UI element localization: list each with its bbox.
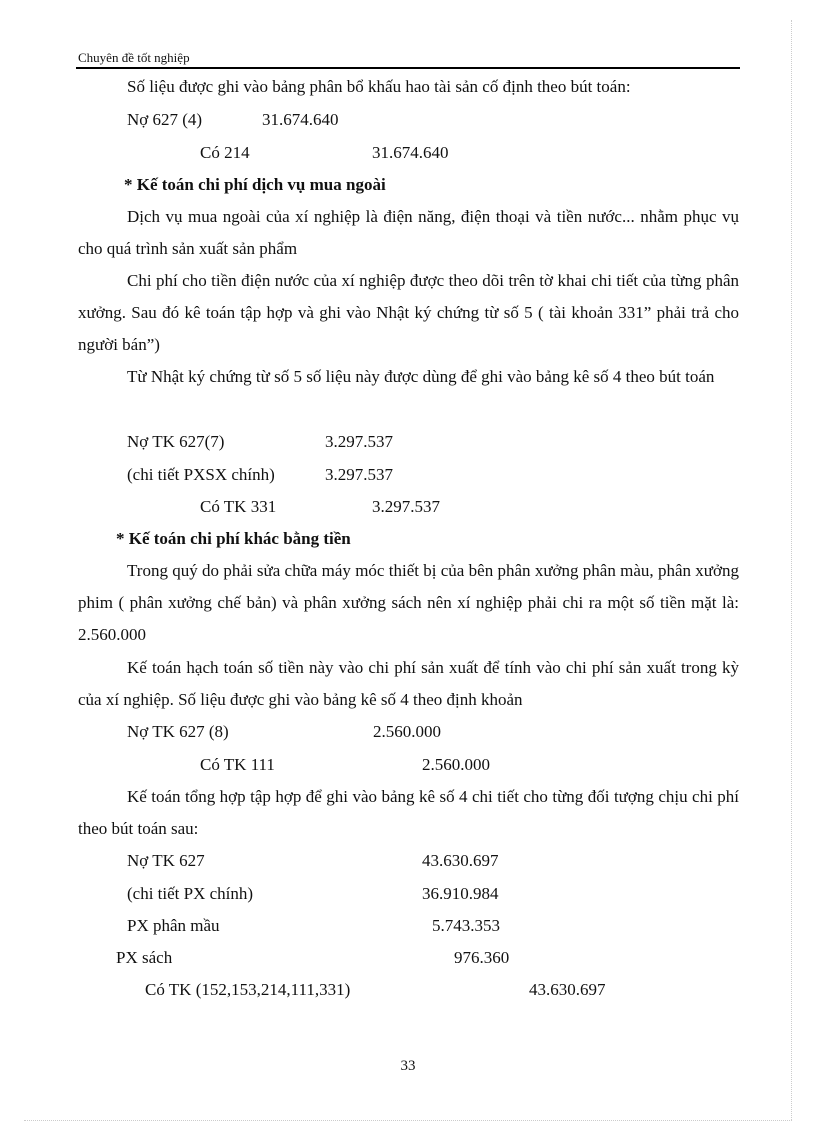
entry-label: Có TK (152,153,214,111,331) <box>145 980 351 999</box>
entry-amount: 3.297.537 <box>325 465 393 484</box>
paragraph-accounting <box>78 652 739 716</box>
paragraph-text: Kế toán tổng hợp tập hợp để ghi vào bảng kê số 4 chi tiết cho từng đối tượng chịu chi phí theo bút toán sau: <box>78 787 739 838</box>
paragraph-journal-5 <box>78 361 739 393</box>
paragraph-text: Dịch vụ mua ngoài của xí nghiệp là điện năng, điện thoại và tiền nước... nhằm phục vụ cho quá trình sản xuất sản phẩm <box>78 207 739 258</box>
paragraph-summary <box>78 781 739 845</box>
paragraph-repairs <box>78 555 739 651</box>
entry-label: Nợ TK 627(7) <box>127 432 225 451</box>
paragraph-text: Trong quý do phải sửa chữa máy móc thiết bị của bên phân xưởng phân màu, phân xưởng phim ( phân xưởng chế bản) và phân xưởng sách nên xí nghiệp phải chi ra một số tiền mặt là: 2.560.000 <box>78 561 739 644</box>
entry-label: Nợ TK 627 (8) <box>127 722 229 741</box>
entry-label: Có 214 <box>200 143 250 162</box>
entry-amount: 976.360 <box>454 948 510 967</box>
entry-label: Có TK 111 <box>200 755 275 774</box>
entry-label: Nợ TK 627 <box>127 851 205 870</box>
entry-label: Nợ 627 (4) <box>127 110 203 129</box>
entry-amount: 2.560.000 <box>373 722 441 741</box>
page-border-bottom <box>24 1120 792 1121</box>
entry-label: PX phân mầu <box>127 916 220 935</box>
entry-debit-627-8 <box>127 722 441 742</box>
page-border-right <box>791 20 792 1120</box>
entry-credit-331 <box>200 497 440 517</box>
paragraph-utility-costs <box>78 265 739 361</box>
entry-label: (chi tiết PXSX chính) <box>127 465 275 484</box>
entry-amount: 3.297.537 <box>325 432 393 451</box>
entry-credit-multiple <box>145 980 606 1000</box>
entry-detail-pxsx <box>127 465 393 485</box>
entry-amount: 5.743.353 <box>432 916 500 935</box>
entry-credit-111 <box>200 755 490 775</box>
entry-amount: 43.630.697 <box>529 980 606 999</box>
heading-outsourced-services: * Kế toán chi phí dịch vụ mua ngoài <box>124 175 386 194</box>
entry-debit-627-7 <box>127 432 393 452</box>
entry-amount: 31.674.640 <box>262 110 339 129</box>
heading-other-cash-costs: * Kế toán chi phí khác bằng tiền <box>116 529 351 548</box>
paragraph-text: Kế toán hạch toán số tiền này vào chi phí sản xuất để tính vào chi phí sản xuất trong kỳ của xí nghiệp. Số liệu được ghi vào bảng kê số 4 theo định khoản <box>78 658 739 709</box>
entry-detail-main <box>127 884 499 904</box>
entry-amount: 31.674.640 <box>372 143 449 162</box>
entry-amount: 36.910.984 <box>422 884 499 903</box>
paragraph-text: Chi phí cho tiền điện nước của xí nghiệp được theo dõi trên tờ khai chi tiết của từng phân xưởng. Sau đó kê toán tập hợp và ghi vào Nhật ký chứng từ số 5 ( tài khoản 331” phải trả cho người bán”) <box>78 271 739 354</box>
entry-amount: 43.630.697 <box>422 851 499 870</box>
page-number: 33 <box>400 1058 416 1074</box>
running-header: Chuyên đề tốt nghiệp <box>78 50 190 65</box>
entry-label: (chi tiết PX chính) <box>127 884 254 903</box>
entry-credit-214 <box>200 143 449 163</box>
paragraph-depreciation: Số liệu được ghi vào bảng phân bổ khấu hao tài sản cố định theo bút toán: <box>127 77 631 96</box>
header-rule <box>76 67 740 69</box>
entry-detail-books <box>116 948 510 968</box>
entry-debit-627-total <box>127 851 499 871</box>
entry-detail-color <box>127 916 500 936</box>
entry-amount: 3.297.537 <box>372 497 440 516</box>
entry-label: Có TK 331 <box>200 497 277 516</box>
paragraph-text: Từ Nhật ký chứng từ số 5 số liệu này được dùng để ghi vào bảng kê số 4 theo bút toán <box>127 367 715 386</box>
paragraph-outsourced-services <box>78 201 739 265</box>
entry-label: PX sách <box>116 948 173 967</box>
entry-amount: 2.560.000 <box>422 755 490 774</box>
entry-debit-627-4 <box>127 110 339 130</box>
